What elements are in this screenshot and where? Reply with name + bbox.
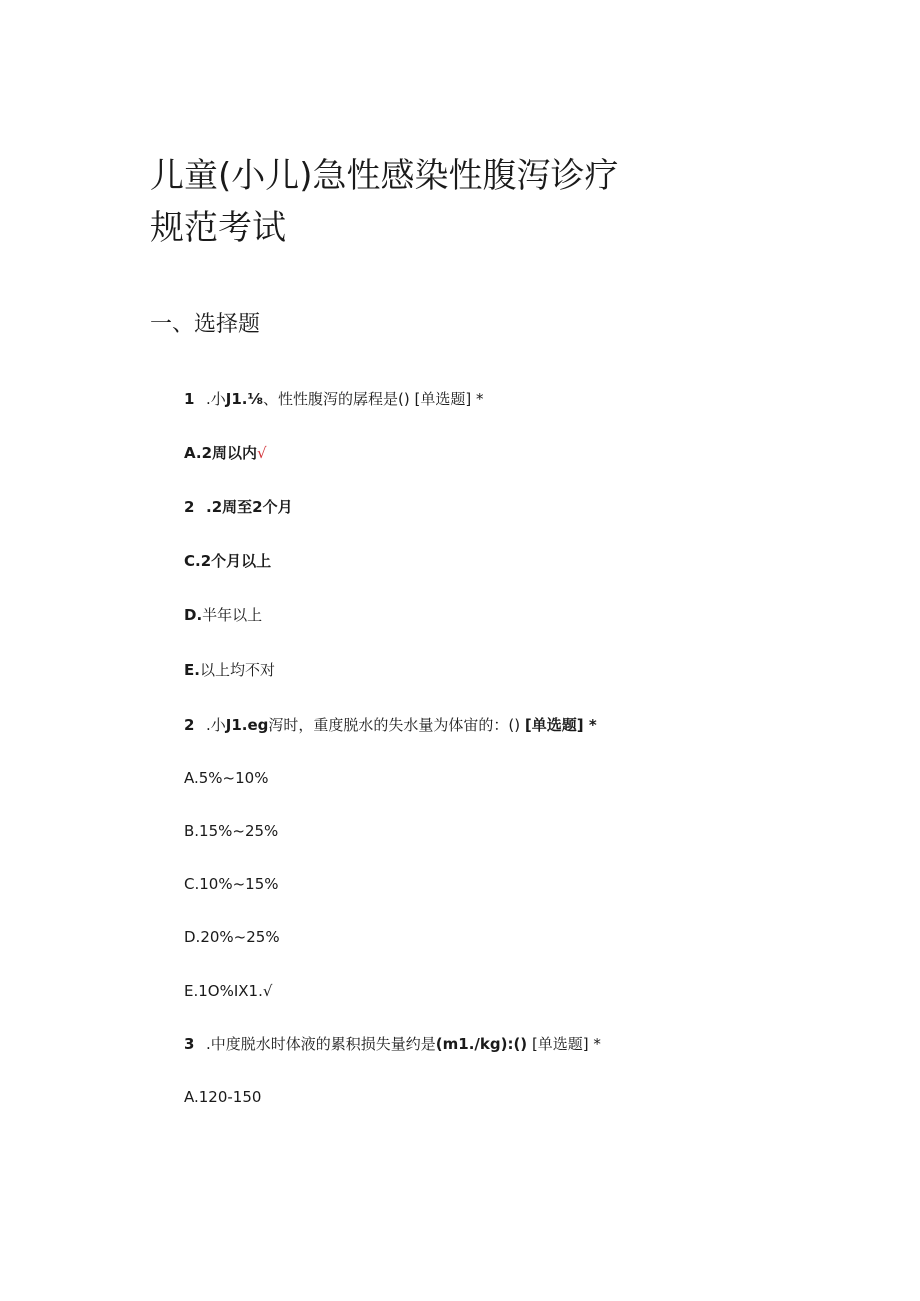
option-text: 以上均不对 — [199, 661, 275, 679]
question-1-number: 1 — [184, 390, 195, 408]
option-letter: D. — [184, 606, 203, 624]
question-3-option-a[interactable]: A.120-150 — [184, 1088, 262, 1106]
option-letter: C. — [184, 552, 201, 570]
question-3-number: 3 — [184, 1035, 195, 1053]
option-letter: E. — [184, 661, 200, 679]
option-text: 2个月以上 — [200, 552, 272, 570]
option-letter: 2 — [184, 498, 195, 516]
option-text: .2周至2个月 — [206, 498, 293, 516]
question-3-text-a: .中度脱水时体液的累积损失量约是 — [206, 1035, 436, 1053]
question-1-option-e[interactable] — [184, 660, 275, 680]
document-title — [150, 150, 670, 254]
option-text: 2周以内 — [201, 444, 258, 462]
question-1 — [184, 389, 483, 409]
question-1-option-b[interactable] — [184, 497, 293, 517]
question-2-number: 2 — [184, 716, 195, 734]
question-3-text-c: [单选题] * — [527, 1035, 601, 1053]
question-2-option-d[interactable]: D.20%~25% — [184, 928, 280, 946]
document-title-line-2: 规范考试 — [150, 208, 286, 248]
option-letter: A. — [184, 444, 202, 462]
correct-check-mark: √ — [257, 444, 267, 462]
question-2-text-c: 泻时，重度脱水的失水量为体宙的：() — [268, 716, 525, 734]
question-1-text-b: J1.⅛ — [225, 390, 264, 408]
section-heading: 一、选择题 — [150, 312, 261, 337]
question-2-text-a: .小 — [206, 716, 226, 734]
question-1-text-c: 、性性腹泻的孱程是() [单选题] * — [263, 390, 484, 408]
question-1-option-c[interactable] — [184, 551, 271, 571]
question-2-text-b: J1.eg — [225, 716, 269, 734]
question-2 — [184, 715, 597, 735]
document-title-line-1: 儿童(小儿)急性感染性腹泻诊疗 — [150, 156, 619, 196]
question-1-option-d[interactable] — [184, 605, 262, 625]
question-3-text-b: (m1./kg):() — [435, 1035, 528, 1053]
question-3 — [184, 1034, 601, 1054]
question-2-option-e[interactable]: E.1O%IX1.√ — [184, 982, 273, 1000]
question-2-option-a[interactable]: A.5%~10% — [184, 769, 269, 787]
question-1-text-a: .小 — [206, 390, 226, 408]
question-2-text-d: [单选题] * — [524, 716, 597, 734]
option-text: 半年以上 — [202, 606, 263, 624]
question-2-option-b[interactable]: B.15%~25% — [184, 822, 279, 840]
question-1-option-a[interactable] — [184, 443, 267, 463]
question-2-option-c[interactable]: C.10%~15% — [184, 875, 279, 893]
